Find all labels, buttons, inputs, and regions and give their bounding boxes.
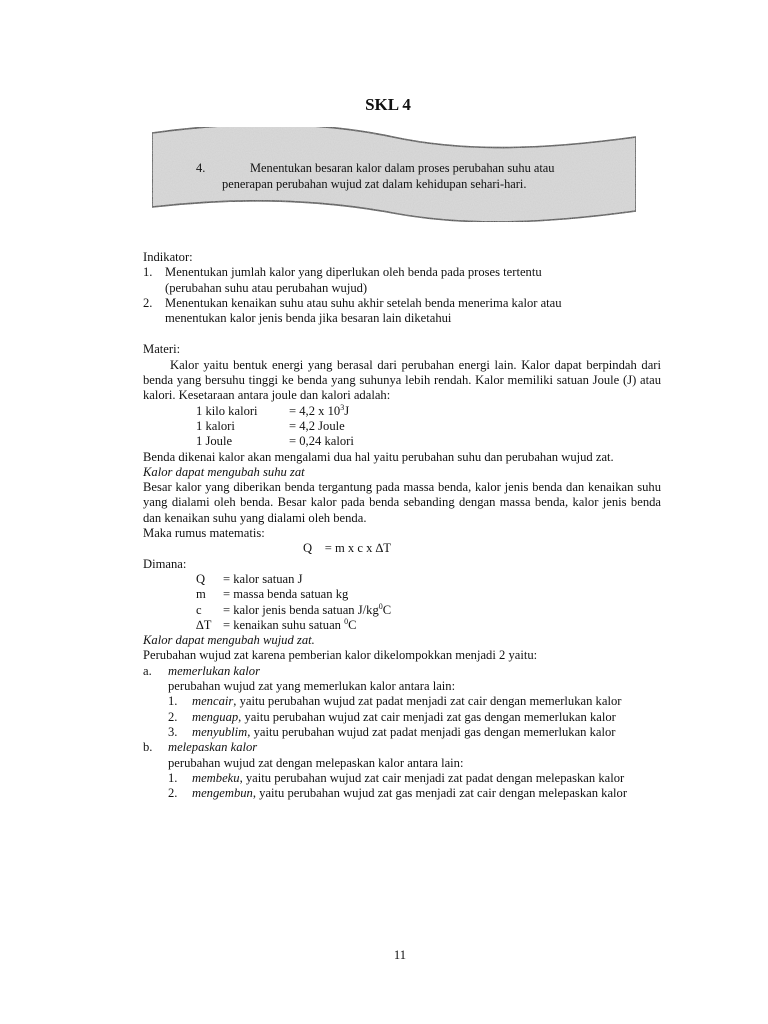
effect-text: Benda dikenai kalor akan mengalami dua hal yaitu perubahan suhu dan perubahan wujud zat. [143,449,614,464]
banner-line-2: penerapan perubahan wujud zat dalam kehidupan sehari-hari. [222,176,527,191]
variable-desc: = kalor jenis benda satuan J/kg [223,602,379,617]
rumus-intro: Maka rumus matematis: [143,526,265,541]
indikator-text-cont: (perubahan suhu atau perubahan wujud) [165,280,368,295]
banner-text [196,161,636,192]
page-content [143,250,661,801]
conversion-row [143,434,661,449]
list-term: menguap [192,709,239,724]
variable-desc: = kalor satuan J [223,571,303,586]
skl-banner [148,127,640,230]
group-heading [143,664,661,679]
variable-symbol: Q [196,571,206,586]
conversion-right: = 4,2 x 10 [289,403,341,418]
conversion-right: = 0,24 kalori [289,434,354,449]
materi-intro: Kalor yaitu bentuk energi yang berasal dari perubahan energi lain. Kalor dapat berpindah dari benda yang bersuhu tinggi ke benda yang suhunya lebih rendah. Kalor memiliki satuan Joule (J) atau kalori. Kesetaraan antara joule dan kalori adalah: [143,357,661,403]
variable-row [143,572,661,587]
conversion-exponent: 3 [340,402,345,412]
variable-degree: 0 [378,601,383,611]
indikator-text: Menentukan jumlah kalor yang diperlukan oleh benda pada proses tertentu [165,265,542,280]
conversion-left: 1 kilo kalori [196,403,258,418]
variable-desc: = massa benda satuan kg [223,587,349,602]
list-item [168,771,661,786]
list-number: 2. [168,786,178,801]
wujud-intro: Perubahan wujud zat karena pemberian kalor dikelompokkan menjadi 2 yaitu: [143,648,538,663]
suhu-heading: Kalor dapat mengubah suhu zat [143,464,305,479]
list-term: mencair [192,694,234,709]
formula: Q = m x c x ∆T [303,541,391,556]
indikator-heading: Indikator: [143,250,193,264]
wujud-heading: Kalor dapat mengubah wujud zat. [143,633,315,648]
variable-unit: C [348,617,357,632]
group-intro: perubahan wujud zat yang memerlukan kalor antara lain: [168,679,456,694]
group-title: memerlukan kalor [168,663,260,678]
variable-row [143,603,661,618]
group-letter: a. [143,663,152,678]
variable-degree: 0 [344,616,349,626]
list-term: menyublim [192,724,248,739]
conversion-left: 1 Joule [196,434,233,449]
variable-unit: C [382,602,392,617]
variable-row [143,587,661,602]
materi-heading: Materi: [143,342,181,357]
variable-symbol: c [196,602,202,617]
suhu-text: Besar kalor yang diberikan benda tergantung pada massa benda, kalor jenis benda dan kenaikan suhu yang dialami oleh benda. Besar kalor pada benda sebanding dengan massa benda, kalor jenis benda dan kenaikan suhu yang dialami oleh benda. [143,480,661,525]
page-title: SKL 4 [365,95,411,114]
list-number: 2. [168,709,178,724]
conversion-left: 1 kalori [196,418,235,433]
list-number: 1. [168,694,178,709]
list-item [168,786,661,801]
group-letter: b. [143,740,153,755]
indikator-number: 1. [143,265,153,280]
banner-number: 4. [196,161,206,175]
banner-line-1: Menentukan besaran kalor dalam proses perubahan suhu atau [250,161,555,175]
list-item [168,710,661,725]
page-number: 11 [393,948,407,962]
list-text: , yaitu perubahan wujud zat padat menjadi zat cair dengan memerlukan kalor [233,694,622,709]
list-term: membeku [192,770,240,785]
list-text: , yaitu perubahan wujud zat padat menjadi gas dengan memerlukan kalor [247,724,616,739]
indikator-item [143,265,661,296]
list-number: 3. [168,724,178,739]
conversion-row [143,404,661,419]
variable-row [143,618,661,633]
indikator-item [143,296,661,327]
variable-symbol: m [196,587,206,602]
conversion-right: = 4,2 Joule [289,418,345,433]
list-term: mengembun [192,786,253,801]
conversion-row [143,419,661,434]
list-item [168,725,661,740]
indikator-number: 2. [143,295,153,310]
list-text: , yaitu perubahan wujud zat cair menjadi zat gas dengan memerlukan kalor [238,709,616,724]
conversion-unit: J [344,403,350,418]
group-intro: perubahan wujud zat dengan melepaskan kalor antara lain: [168,755,464,770]
indikator-text: Menentukan kenaikan suhu atau suhu akhir setelah benda menerima kalor atau [165,295,562,310]
group-heading [143,740,661,755]
list-item [168,694,661,709]
group-title: melepaskan kalor [168,740,258,755]
list-number: 1. [168,770,178,785]
variable-symbol: ∆T [196,617,212,632]
variable-desc: = kenaikan suhu satuan [223,617,345,632]
indikator-text-cont: menentukan kalor jenis benda jika besaran lain diketahui [165,311,452,326]
dimana-label: Dimana: [143,556,187,571]
list-text: , yaitu perubahan wujud zat gas menjadi zat cair dengan melepaskan kalor [252,786,628,801]
list-text: , yaitu perubahan wujud zat cair menjadi zat padat dengan melepaskan kalor [239,770,625,785]
